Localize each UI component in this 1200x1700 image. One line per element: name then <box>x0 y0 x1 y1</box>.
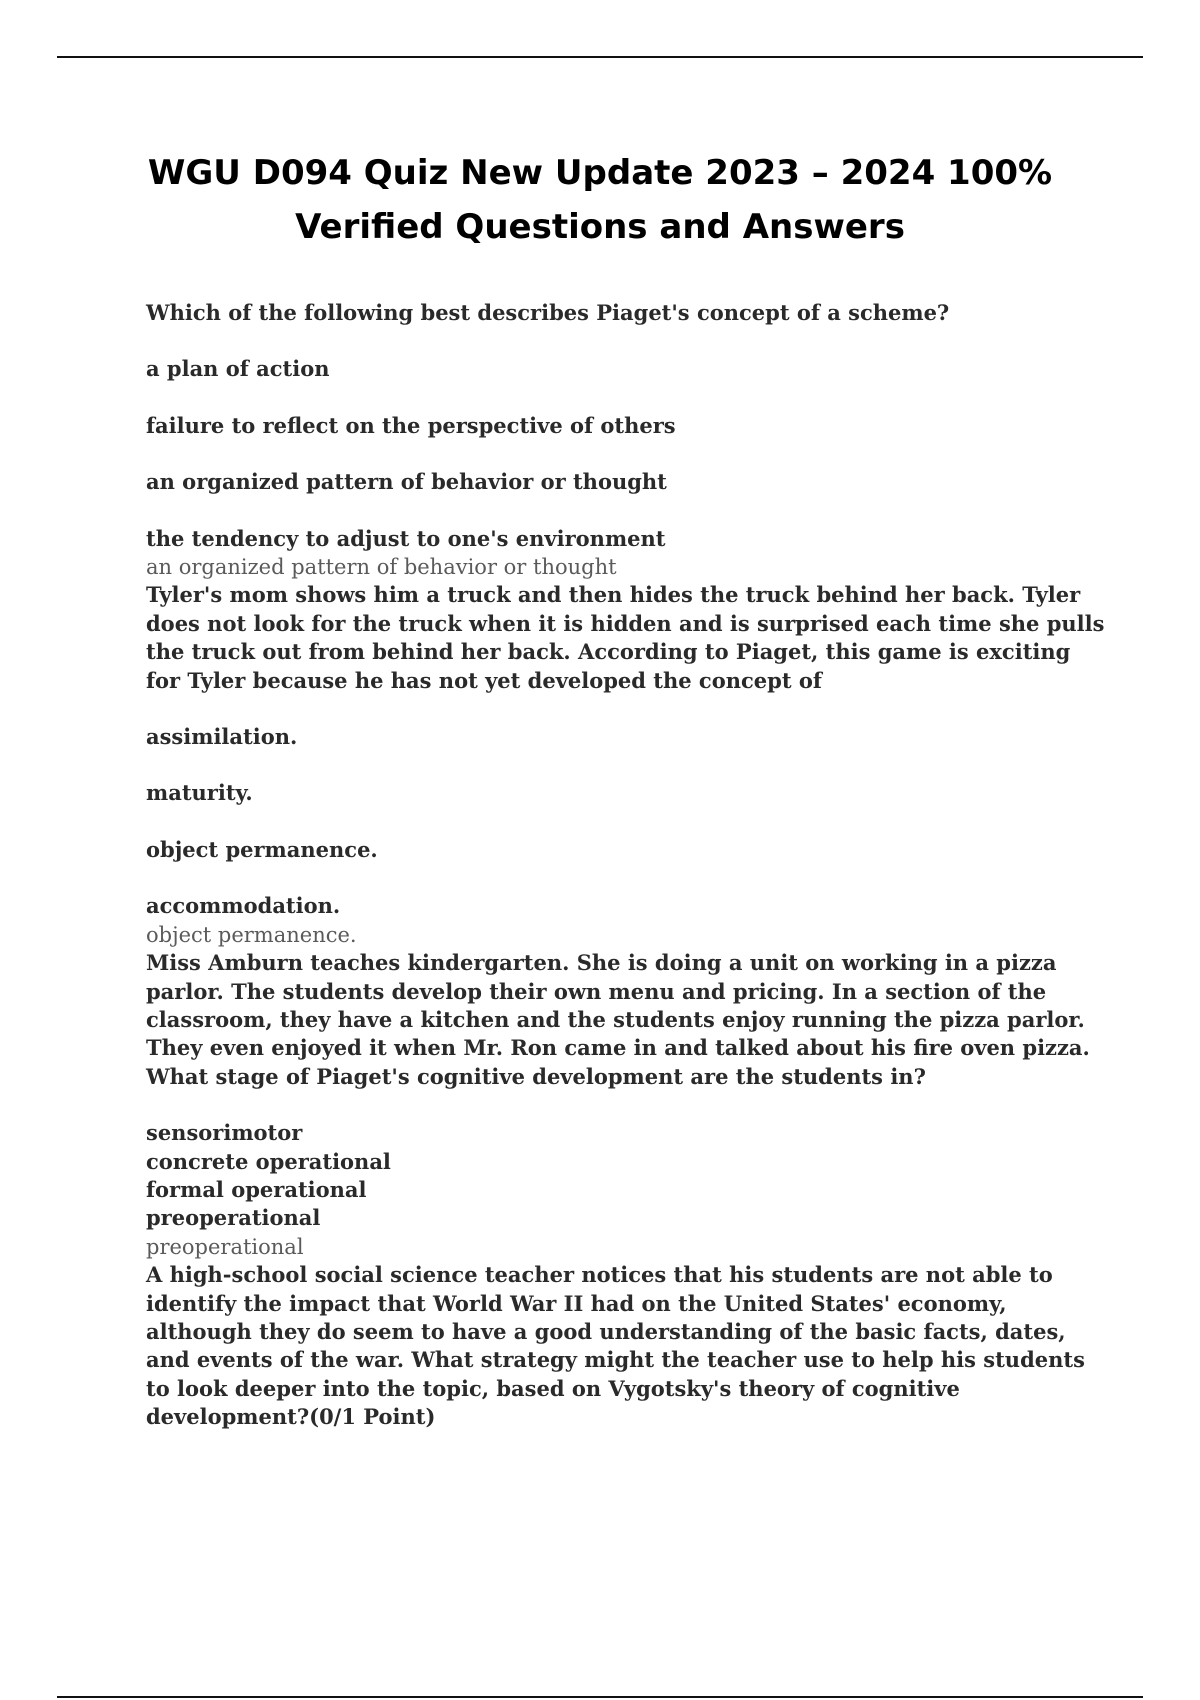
answer-option: preoperational <box>146 1205 321 1231</box>
question-text: A high-school social science teacher notices that his students are not able to identify the impact that World War II had on the United States' economy, although they do seem to have a good understanding of the basic facts, dates, and events of the war. What strategy might the teacher use to help his students to look deeper into the topic, based on Vygotsky's theory of cognitive development?(0/1 Point) <box>146 1262 1085 1430</box>
answer-option: the tendency to adjust to one's environment <box>146 525 666 551</box>
correct-answer: object permanence. <box>146 922 357 947</box>
question-text: Which of the following best describes Piaget's concept of a scheme? <box>146 300 950 325</box>
question-text: Tyler's mom shows him a truck and then hides the truck behind her back. Tyler does not look for the truck when it is hidden and is surprised each time she pulls the truck out from behind her back. According to Piaget, this game is exciting for Tyler because he has not yet developed the concept of <box>146 582 1105 693</box>
question-text: Miss Amburn teaches kindergarten. She is doing a unit on working in a pizza parlor. The students develop their own menu and pricing. In a section of the classroom, they have a kitchen and the students enjoy running the pizza parlor. They even enjoyed it when Mr. Ron came in and talked about his fire oven pizza. What stage of Piaget's cognitive development are the students in? <box>146 950 1090 1089</box>
header-rule <box>57 56 1143 58</box>
answer-option: a plan of action <box>146 356 330 382</box>
footer-rule <box>57 1696 1143 1698</box>
answer-option: maturity. <box>146 780 253 806</box>
document-title: WGU D094 Quiz New Update 2023 – 2024 100% Verified Questions and Answers <box>147 153 1053 247</box>
answer-option: assimilation. <box>146 724 298 750</box>
answer-option: sensorimotor <box>146 1120 303 1146</box>
answer-option: object permanence. <box>146 836 378 862</box>
answer-option: accommodation. <box>146 893 341 919</box>
correct-answer: preoperational <box>146 1234 304 1259</box>
quiz-content <box>146 299 1106 1432</box>
answer-option: concrete operational <box>146 1148 391 1174</box>
correct-answer: an organized pattern of behavior or thought <box>146 555 617 580</box>
answer-option: an organized pattern of behavior or thought <box>146 469 667 495</box>
answer-option: formal operational <box>146 1176 367 1202</box>
answer-option: failure to reflect on the perspective of others <box>146 412 676 438</box>
